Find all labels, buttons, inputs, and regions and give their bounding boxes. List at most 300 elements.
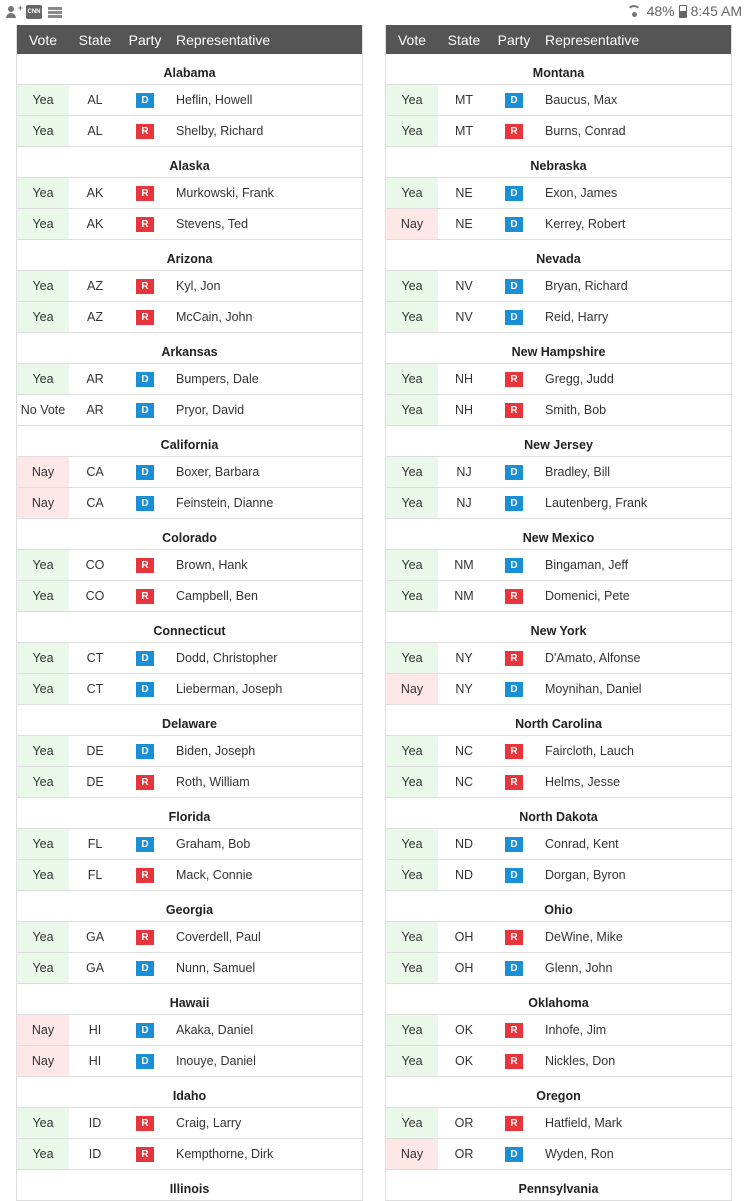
party-badge: D: [136, 744, 154, 759]
party-cell: [490, 403, 538, 418]
table-row: [386, 674, 731, 705]
representative-cell: Pryor, David: [176, 403, 245, 417]
table-row: [386, 178, 731, 209]
representative-cell: Campbell, Ben: [176, 589, 258, 603]
vote-cell: Yea: [17, 767, 69, 797]
party-badge: D: [136, 1023, 154, 1038]
vote-cell: Yea: [17, 922, 69, 952]
state-cell: NY: [455, 651, 473, 665]
table-row: [17, 829, 362, 860]
state-group-header: New Mexico: [386, 519, 731, 550]
table-row: [17, 953, 362, 984]
party-badge: R: [505, 124, 523, 139]
party-cell: [490, 558, 538, 573]
table-row: [17, 767, 362, 798]
vote-table-right: [385, 25, 732, 1201]
state-group-header: Arkansas: [17, 333, 362, 364]
table-row: [17, 860, 362, 891]
wifi-icon: [627, 5, 643, 17]
vote-cell: Yea: [17, 364, 69, 394]
representative-cell: Bryan, Richard: [545, 279, 628, 293]
party-cell: [121, 124, 169, 139]
table-header: [17, 25, 362, 54]
state-cell: OR: [454, 1147, 474, 1161]
party-cell: [490, 1054, 538, 1069]
party-badge: D: [136, 403, 154, 418]
table-row: [386, 85, 731, 116]
vote-cell: Yea: [386, 85, 438, 115]
state-group-header: Nebraska: [386, 147, 731, 178]
table-row: [386, 1139, 731, 1170]
vote-cell: Yea: [17, 116, 69, 146]
vote-cell: Yea: [17, 829, 69, 859]
state-cell: AL: [87, 93, 103, 107]
table-row: [17, 209, 362, 240]
vote-cell: Yea: [17, 550, 69, 580]
representative-cell: Exon, James: [545, 186, 618, 200]
party-badge: R: [136, 279, 154, 294]
party-badge: D: [505, 186, 523, 201]
representative-cell: Smith, Bob: [545, 403, 607, 417]
state-cell: NC: [454, 744, 474, 758]
state-cell: AR: [86, 372, 104, 386]
vote-cell: Nay: [386, 674, 438, 704]
table-row: [386, 767, 731, 798]
representative-cell: Inhofe, Jim: [545, 1023, 607, 1037]
state-group-header: Georgia: [17, 891, 362, 922]
representative-cell: Kerrey, Robert: [545, 217, 626, 231]
header-party: Party: [497, 31, 531, 48]
header-representative: Representative: [176, 31, 271, 48]
party-cell: [121, 93, 169, 108]
representative-cell: D'Amato, Alfonse: [545, 651, 641, 665]
party-cell: [490, 961, 538, 976]
state-cell: FL: [87, 837, 103, 851]
table-row: [386, 271, 731, 302]
party-cell: [121, 310, 169, 325]
table-row: [17, 550, 362, 581]
representative-cell: Shelby, Richard: [176, 124, 264, 138]
party-badge: D: [136, 465, 154, 480]
party-cell: [121, 651, 169, 666]
state-group-header: California: [17, 426, 362, 457]
table-row: [386, 1046, 731, 1077]
state-group-header: Alaska: [17, 147, 362, 178]
representative-cell: Faircloth, Lauch: [545, 744, 634, 758]
state-cell: CA: [86, 496, 104, 510]
representative-cell: Conrad, Kent: [545, 837, 619, 851]
party-badge: R: [505, 744, 523, 759]
table-row: [386, 922, 731, 953]
party-badge: R: [505, 651, 523, 666]
vote-cell: Yea: [386, 736, 438, 766]
representative-cell: Murkowski, Frank: [176, 186, 274, 200]
party-badge: R: [136, 589, 154, 604]
party-cell: [121, 589, 169, 604]
vote-cell: Yea: [17, 860, 69, 890]
state-cell: NC: [454, 775, 474, 789]
party-cell: [490, 1147, 538, 1162]
representative-cell: Dorgan, Byron: [545, 868, 626, 882]
vote-cell: Yea: [386, 860, 438, 890]
battery-percent: 48%: [646, 3, 675, 19]
cnn-icon: CNN: [26, 5, 42, 19]
state-cell: NV: [455, 310, 473, 324]
party-cell: [490, 465, 538, 480]
party-badge: D: [136, 496, 154, 511]
vote-cell: No Vote: [17, 395, 69, 425]
representative-cell: Kyl, Jon: [176, 279, 221, 293]
table-row: [17, 85, 362, 116]
state-cell: OR: [454, 1116, 474, 1130]
state-cell: NE: [455, 217, 473, 231]
party-badge: D: [136, 372, 154, 387]
vote-cell: Yea: [17, 643, 69, 673]
party-cell: [490, 682, 538, 697]
state-group-header: Illinois: [17, 1170, 362, 1201]
state-group-header: Connecticut: [17, 612, 362, 643]
party-badge: R: [136, 310, 154, 325]
table-row: [17, 488, 362, 519]
representative-cell: Reid, Harry: [545, 310, 609, 324]
table-row: [386, 1015, 731, 1046]
party-cell: [121, 1023, 169, 1038]
party-cell: [121, 868, 169, 883]
party-cell: [121, 930, 169, 945]
state-cell: OH: [454, 961, 474, 975]
table-row: [386, 116, 731, 147]
vote-cell: Yea: [17, 209, 69, 239]
vote-cell: Yea: [386, 116, 438, 146]
vote-cell: Yea: [17, 1108, 69, 1138]
party-cell: [121, 558, 169, 573]
party-badge: D: [505, 1147, 523, 1162]
party-badge: D: [505, 93, 523, 108]
party-badge: D: [136, 651, 154, 666]
representative-cell: McCain, John: [176, 310, 253, 324]
party-badge: R: [136, 1147, 154, 1162]
table-row: [17, 581, 362, 612]
party-cell: [490, 186, 538, 201]
table-header: [386, 25, 731, 54]
table-row: [386, 457, 731, 488]
table-row: [386, 581, 731, 612]
table-row: [386, 953, 731, 984]
party-cell: [121, 279, 169, 294]
party-cell: [121, 372, 169, 387]
representative-cell: Stevens, Ted: [176, 217, 249, 231]
party-badge: R: [136, 558, 154, 573]
vote-cell: Yea: [17, 85, 69, 115]
representative-cell: Hatfield, Mark: [545, 1116, 623, 1130]
representative-cell: Craig, Larry: [176, 1116, 242, 1130]
state-group-header: Arizona: [17, 240, 362, 271]
representative-cell: Nunn, Samuel: [176, 961, 256, 975]
party-cell: [121, 775, 169, 790]
state-group-header: New York: [386, 612, 731, 643]
vote-cell: Yea: [386, 457, 438, 487]
state-cell: CO: [85, 589, 105, 603]
party-cell: [121, 961, 169, 976]
representative-cell: Heflin, Howell: [176, 93, 253, 107]
vote-cell: Nay: [386, 1139, 438, 1169]
table-row: [17, 1046, 362, 1077]
party-cell: [490, 1116, 538, 1131]
state-cell: OK: [454, 1054, 474, 1068]
vote-cell: Yea: [17, 736, 69, 766]
table-row: [386, 736, 731, 767]
state-group-header: Alabama: [17, 54, 362, 85]
header-vote: Vote: [397, 31, 427, 48]
table-row: [17, 674, 362, 705]
party-cell: [490, 930, 538, 945]
vote-cell: Nay: [17, 1046, 69, 1076]
state-cell: MT: [454, 124, 474, 138]
party-cell: [490, 310, 538, 325]
state-group-header: Florida: [17, 798, 362, 829]
vote-cell: Yea: [386, 302, 438, 332]
header-party: Party: [128, 31, 162, 48]
party-cell: [121, 682, 169, 697]
party-badge: R: [505, 589, 523, 604]
representative-cell: Helms, Jesse: [545, 775, 621, 789]
state-cell: NM: [454, 558, 474, 572]
vote-cell: Yea: [386, 488, 438, 518]
representative-cell: Wyden, Ron: [545, 1147, 614, 1161]
vote-table-left: [16, 25, 363, 1201]
table-row: [17, 1015, 362, 1046]
state-cell: NV: [455, 279, 473, 293]
state-cell: HI: [88, 1023, 102, 1037]
representative-cell: Boxer, Barbara: [176, 465, 260, 479]
table-row: [17, 1108, 362, 1139]
vote-cell: Nay: [17, 488, 69, 518]
vote-cell: Yea: [17, 953, 69, 983]
state-cell: CT: [86, 651, 104, 665]
table-row: [386, 829, 731, 860]
party-cell: [490, 868, 538, 883]
header-state: State: [447, 31, 481, 48]
party-cell: [121, 837, 169, 852]
representative-cell: Domenici, Pete: [545, 589, 630, 603]
party-cell: [121, 744, 169, 759]
party-badge: R: [136, 930, 154, 945]
party-badge: R: [505, 775, 523, 790]
state-group-header: Oregon: [386, 1077, 731, 1108]
party-cell: [121, 217, 169, 232]
party-badge: D: [505, 310, 523, 325]
party-cell: [121, 1116, 169, 1131]
vote-cell: Yea: [17, 302, 69, 332]
table-row: [386, 643, 731, 674]
party-cell: [121, 1147, 169, 1162]
party-cell: [490, 1023, 538, 1038]
header-state: State: [78, 31, 112, 48]
bbc-news-icon: [48, 5, 68, 19]
party-cell: [490, 589, 538, 604]
party-badge: D: [505, 496, 523, 511]
table-row: [386, 209, 731, 240]
state-group-header: Nevada: [386, 240, 731, 271]
party-cell: [490, 651, 538, 666]
party-cell: [490, 279, 538, 294]
state-cell: AK: [86, 186, 104, 200]
party-badge: R: [505, 1054, 523, 1069]
state-cell: NJ: [456, 496, 472, 510]
party-badge: R: [136, 1116, 154, 1131]
state-cell: AZ: [87, 310, 103, 324]
party-cell: [490, 93, 538, 108]
table-row: [386, 550, 731, 581]
party-cell: [490, 837, 538, 852]
table-row: [386, 488, 731, 519]
vote-cell: Yea: [386, 395, 438, 425]
representative-cell: Nickles, Don: [545, 1054, 616, 1068]
representative-cell: Roth, William: [176, 775, 250, 789]
table-row: [17, 457, 362, 488]
party-badge: D: [505, 217, 523, 232]
representative-cell: Mack, Connie: [176, 868, 253, 882]
representative-cell: Graham, Bob: [176, 837, 251, 851]
party-badge: D: [505, 558, 523, 573]
party-cell: [121, 186, 169, 201]
state-cell: ID: [88, 1116, 102, 1130]
vote-cell: Yea: [386, 829, 438, 859]
party-badge: D: [136, 961, 154, 976]
representative-cell: Gregg, Judd: [545, 372, 614, 386]
party-badge: R: [136, 217, 154, 232]
table-row: [17, 736, 362, 767]
state-cell: AL: [87, 124, 103, 138]
vote-cell: Nay: [17, 457, 69, 487]
table-row: [386, 860, 731, 891]
battery-icon: [679, 5, 687, 18]
party-badge: D: [505, 465, 523, 480]
party-cell: [121, 1054, 169, 1069]
party-cell: [490, 372, 538, 387]
table-row: [17, 178, 362, 209]
state-cell: DE: [86, 744, 104, 758]
table-row: [386, 302, 731, 333]
party-badge: R: [505, 930, 523, 945]
state-cell: CO: [85, 558, 105, 572]
state-group-header: Oklahoma: [386, 984, 731, 1015]
table-row: [17, 116, 362, 147]
state-group-header: Montana: [386, 54, 731, 85]
representative-cell: Brown, Hank: [176, 558, 248, 572]
state-group-header: Pennsylvania: [386, 1170, 731, 1201]
state-cell: ID: [88, 1147, 102, 1161]
table-body: [386, 54, 731, 1201]
vote-cell: Yea: [386, 643, 438, 673]
representative-cell: DeWine, Mike: [545, 930, 623, 944]
vote-cell: Yea: [17, 674, 69, 704]
party-cell: [121, 403, 169, 418]
party-cell: [490, 217, 538, 232]
person-add-icon: +: [6, 5, 20, 19]
party-badge: R: [505, 1023, 523, 1038]
state-group-header: North Dakota: [386, 798, 731, 829]
state-group-header: Hawaii: [17, 984, 362, 1015]
representative-cell: Feinstein, Dianne: [176, 496, 274, 510]
vote-cell: Yea: [386, 1046, 438, 1076]
state-cell: HI: [88, 1054, 102, 1068]
notification-icons: [6, 5, 68, 19]
state-cell: AK: [86, 217, 104, 231]
vote-cell: Yea: [386, 1108, 438, 1138]
party-badge: R: [136, 775, 154, 790]
table-row: [386, 1108, 731, 1139]
vote-cell: Yea: [386, 922, 438, 952]
representative-cell: Baucus, Max: [545, 93, 618, 107]
table-row: [17, 302, 362, 333]
state-cell: GA: [85, 961, 105, 975]
vote-cell: Yea: [17, 581, 69, 611]
table-row: [17, 364, 362, 395]
party-cell: [490, 124, 538, 139]
representative-cell: Lieberman, Joseph: [176, 682, 283, 696]
state-cell: DE: [86, 775, 104, 789]
vote-cell: Yea: [386, 1015, 438, 1045]
vote-cell: Nay: [17, 1015, 69, 1045]
representative-cell: Burns, Conrad: [545, 124, 626, 138]
state-cell: CT: [86, 682, 104, 696]
vote-cell: Yea: [17, 1139, 69, 1169]
status-bar: [0, 0, 750, 26]
table-row: [17, 1139, 362, 1170]
vote-cell: Yea: [17, 271, 69, 301]
state-cell: ND: [454, 837, 474, 851]
table-row: [386, 395, 731, 426]
state-cell: NM: [454, 589, 474, 603]
state-cell: FL: [87, 868, 103, 882]
party-cell: [490, 744, 538, 759]
table-row: [386, 364, 731, 395]
party-cell: [490, 775, 538, 790]
representative-cell: Coverdell, Paul: [176, 930, 261, 944]
vote-cell: Yea: [386, 178, 438, 208]
vote-cell: Yea: [386, 271, 438, 301]
state-cell: NH: [454, 372, 474, 386]
party-badge: R: [136, 186, 154, 201]
party-badge: D: [136, 682, 154, 697]
state-group-header: New Hampshire: [386, 333, 731, 364]
state-group-header: Delaware: [17, 705, 362, 736]
state-group-header: North Carolina: [386, 705, 731, 736]
party-badge: D: [136, 1054, 154, 1069]
party-badge: D: [136, 837, 154, 852]
table-row: [17, 271, 362, 302]
state-cell: NH: [454, 403, 474, 417]
representative-cell: Moynihan, Daniel: [545, 682, 642, 696]
representative-cell: Lautenberg, Frank: [545, 496, 648, 510]
representative-cell: Glenn, John: [545, 961, 613, 975]
vote-cell: Yea: [386, 953, 438, 983]
party-badge: D: [505, 682, 523, 697]
party-badge: D: [505, 279, 523, 294]
party-cell: [121, 496, 169, 511]
representative-cell: Biden, Joseph: [176, 744, 256, 758]
table-row: [17, 643, 362, 674]
vote-cell: Yea: [386, 550, 438, 580]
party-cell: [490, 496, 538, 511]
representative-cell: Bingaman, Jeff: [545, 558, 629, 572]
party-badge: D: [505, 868, 523, 883]
state-group-header: New Jersey: [386, 426, 731, 457]
header-representative: Representative: [545, 31, 640, 48]
vote-cell: Yea: [386, 581, 438, 611]
party-badge: R: [505, 403, 523, 418]
